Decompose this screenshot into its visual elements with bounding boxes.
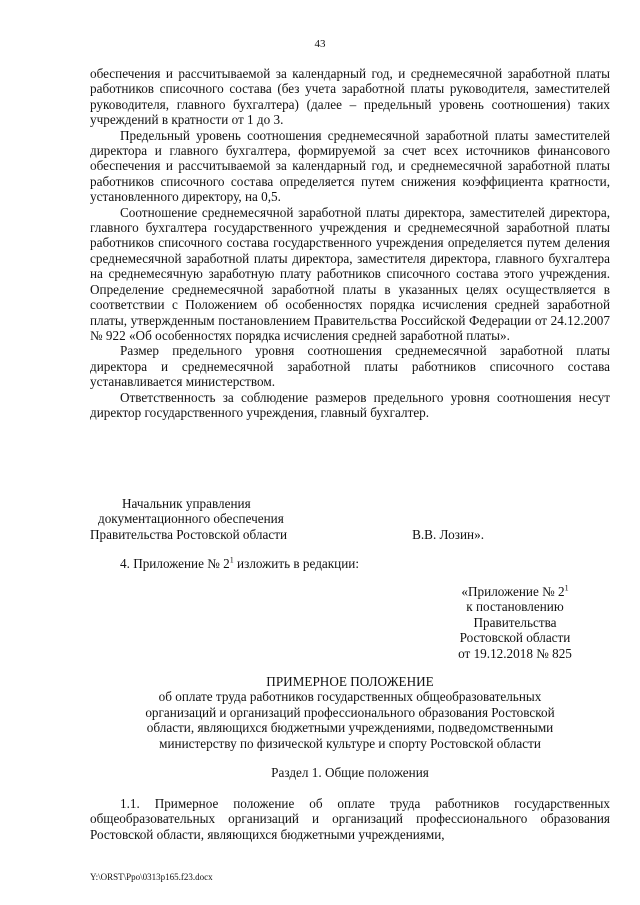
paragraph: Предельный уровень соотношения среднемесячной заработной платы заместителей директора и главного бухгалтера, формируемой за счет всех источников финансового обеспечения и рассчитываемой за календарный год, и среднемесячной заработной платы работников списочного состава определяется путем снижения коэффициента кратности, установленного директору, на 0,5. — [90, 127, 610, 205]
item-4: 4. Приложение № $2^1$ изложить в редакции: — [120, 555, 360, 571]
paragraph: Размер предельного уровня соотношения среднемесячной заработной платы директора и среднемесячной заработной платы работников списочного состава устанавливается министерством. — [90, 343, 610, 390]
body-text — [90, 66, 610, 420]
signature-position-line1: Начальник управления — [122, 496, 251, 511]
section-paragraph: 1.1. Примерное положение об оплате труда работников государственных общеобразовательных организаций и организаций профессионального образования Ростовской области, являющихся бюджетными учреждениями, — [90, 796, 610, 842]
document-title: ПРИМЕРНОЕ ПОЛОЖЕНИЕ об оплате труда работников государственных общеобразовательных организаций и организаций профессионального образования Ростовской области, являющихся бюджетными учреждениями, подведомственными министерству по физической культуре и спорту Ростовской области — [90, 674, 610, 751]
section-title: Раздел 1. Общие положения — [271, 765, 429, 780]
section-paragraph-block — [90, 796, 610, 842]
signature-position-line2: документационного обеспечения — [98, 511, 284, 527]
document-heading: ПРИМЕРНОЕ ПОЛОЖЕНИЕ — [266, 674, 434, 689]
page-number: 43 — [314, 38, 326, 50]
signature-block — [90, 496, 610, 542]
footer-file-path: Y:\ORST\Ppo\0313p165.f23.docx — [90, 872, 213, 882]
signature-position-line3: Правительства Ростовской области — [90, 526, 288, 542]
annex-reference: «Приложение № $2^1$ к постановлению Правительства Ростовской области от 19.12.2018 № 825 — [458, 583, 572, 661]
paragraph: обеспечения и рассчитываемой за календарный год, и среднемесячной заработной платы работников списочного состава (без учета заработной платы руководителя, заместителей руководителя, главного бухгалтера) (далее – предельный уровень соотношения) таких учреждений в кратности от 1 до 3. — [90, 66, 610, 128]
paragraph: Соотношение среднемесячной заработной платы директора, заместителей директора, главного бухгалтера государственного учреждения и среднемесячной заработной платы работников списочного состава государственного учреждения определяется путем деления среднемесячной заработной платы директора, заместителя директора, главного бухгалтера на среднемесячную заработную плату работников списочного состава этого учреждения. Определение среднемесячной заработной платы в указанных целях осуществляется в соответствии с Положением об особенностях порядка исчисления средней заработной платы, утвержденным постановлением Правительства Российской Федерации от 24.12.2007 № 922 «Об особенностях порядка исчисления средней заработной платы». — [90, 204, 610, 343]
paragraph: Ответственность за соблюдение размеров предельного уровня соотношения несут директор государственного учреждения, главный бухгалтер. — [90, 389, 610, 420]
signature-name: В.В. Лозин». — [412, 526, 484, 542]
